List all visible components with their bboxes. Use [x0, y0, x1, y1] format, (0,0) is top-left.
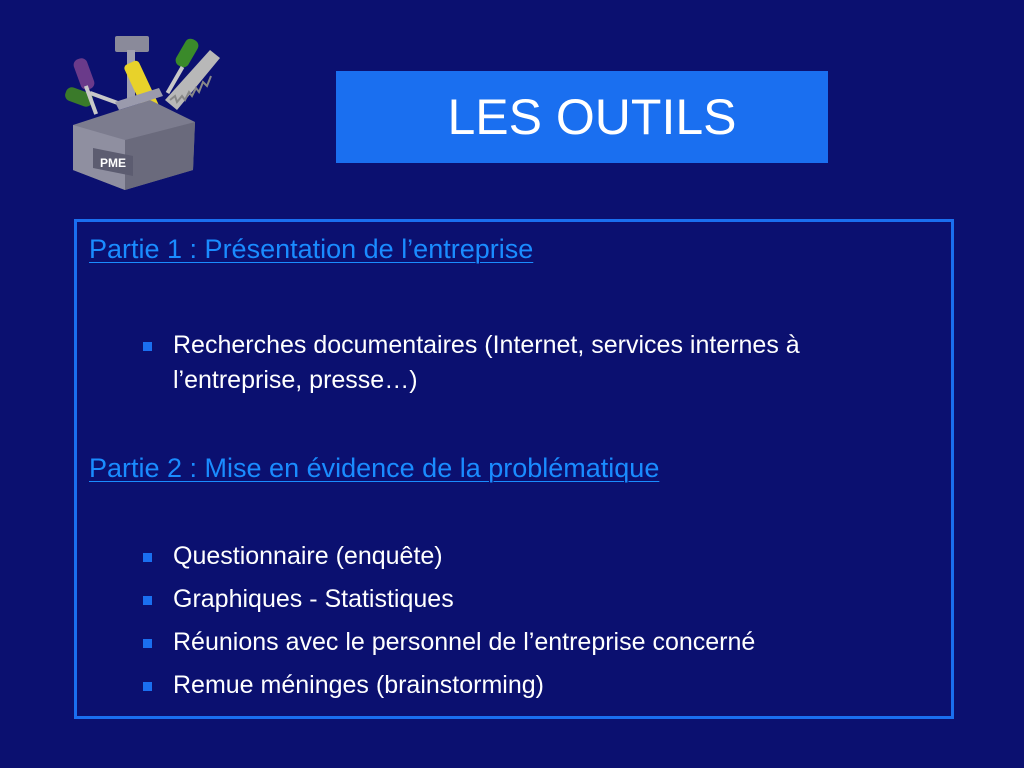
list-item [143, 582, 933, 617]
bullet-text: Graphiques - Statistiques [173, 585, 454, 613]
section-1-link[interactable]: Partie 1 : Présentation de l’entreprise [89, 234, 534, 264]
bullet-text: Questionnaire (enquête) [173, 542, 443, 570]
toolbox-icon [55, 30, 225, 195]
bullet-text: Recherches documentaires (Internet, services internes à l’entreprise, presse…) [173, 331, 800, 394]
bullet-marker [143, 639, 152, 648]
bullet-text: Réunions avec le personnel de l’entreprise concerné [173, 628, 756, 656]
content-box [74, 219, 954, 719]
title-box [336, 71, 828, 163]
section-2-link[interactable]: Partie 2 : Mise en évidence de la problématique [89, 453, 660, 483]
bullet-text: Remue méninges (brainstorming) [173, 671, 544, 699]
list-item [143, 539, 933, 574]
list-item [143, 668, 933, 703]
bullet-marker [143, 682, 152, 691]
list-item [143, 625, 933, 660]
bullet-marker [143, 553, 152, 562]
slide-title: LES OUTILS [447, 89, 737, 145]
bullet-marker [143, 596, 152, 605]
list-item [143, 328, 933, 398]
logo-label: PME [99, 156, 127, 170]
bullet-marker [143, 342, 152, 351]
